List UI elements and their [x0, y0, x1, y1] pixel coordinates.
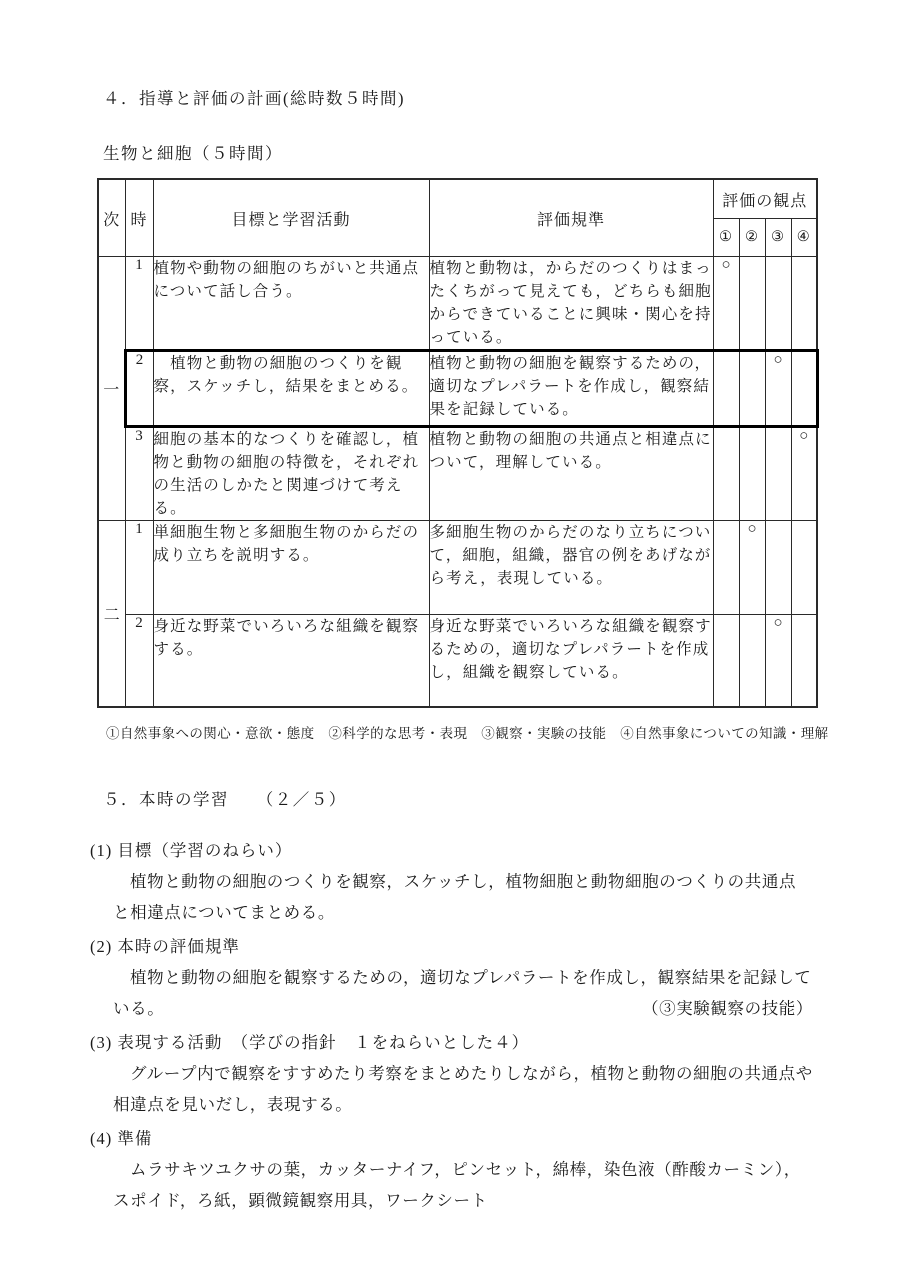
hour-cell: 2	[125, 615, 153, 707]
item-body: グループ内で観察をすすめたり考察をまとめたりしながら，植物と動物の細胞の共通点や相違点を見いだし，表現する。	[113, 1063, 813, 1114]
hour-cell: 1	[125, 257, 153, 351]
viewpoint-2: ②	[739, 219, 765, 257]
mark-cell-2: ○	[739, 521, 765, 615]
table-row	[98, 521, 817, 615]
criteria-cell: 多細胞生物のからだのなり立ちについて，細胞，組織，器官の例をあげながら考え，表現している。	[429, 521, 713, 615]
mark-cell-3	[765, 521, 791, 615]
viewpoint-4: ④	[791, 219, 817, 257]
goal-cell: 身近な野菜でいろいろな組織を観察する。	[153, 615, 429, 707]
evaluation-plan-table	[97, 178, 819, 708]
goal-cell: 植物や動物の細胞のちがいと共通点について話し合う。	[153, 257, 429, 351]
item-heading: (4) 準備	[90, 1128, 153, 1148]
mark-cell-2	[739, 257, 765, 351]
section5-item	[90, 835, 830, 928]
mark-cell-1	[713, 521, 739, 615]
goal-cell: 植物と動物の細胞のつくりを観察，スケッチし，結果をまとめる。	[153, 351, 429, 427]
mark-cell-3	[765, 427, 791, 521]
mark-cell-1	[713, 615, 739, 707]
criteria-cell: 植物と動物の細胞の共通点と相違点について，理解している。	[429, 427, 713, 521]
mark-cell-2	[739, 427, 765, 521]
header-criteria: 評価規準	[429, 179, 713, 257]
section5-item	[90, 1027, 830, 1120]
criteria-cell: 植物と動物は，からだのつくりはまったくちがって見えても，どちらも細胞からできていることに興味・関心を持っている。	[429, 257, 713, 351]
hour-cell: 3	[125, 427, 153, 521]
item-body: 植物と動物の細胞のつくりを観察，スケッチし，植物細胞と動物細胞のつくりの共通点と相違点についてまとめる。	[113, 871, 797, 922]
mark-cell-3	[765, 257, 791, 351]
criteria-cell: 身近な野菜でいろいろな組織を観察するための，適切なプレパラートを作成し，組織を観察している。	[429, 615, 713, 707]
mark-cell-4	[791, 521, 817, 615]
item-heading: (3) 表現する活動 （学びの指針 １をねらいとした４）	[90, 1032, 530, 1052]
mark-cell-3: ○	[765, 351, 791, 427]
mark-cell-4	[791, 257, 817, 351]
header-goals: 目標と学習活動	[153, 179, 429, 257]
table-header-row	[98, 179, 817, 219]
table-row	[98, 257, 817, 351]
mark-cell-4: ○	[791, 427, 817, 521]
unit-title: 生物と細胞（５時間）	[103, 144, 283, 163]
item-note: （③実験観察の技能）	[642, 998, 813, 1018]
header-toki: 時	[125, 179, 153, 257]
criteria-cell: 植物と動物の細胞を観察するための，適切なプレパラートを作成し，観察結果を記録している。	[429, 351, 713, 427]
mark-cell-4	[791, 351, 817, 427]
mark-cell-4	[791, 615, 817, 707]
goal-cell: 細胞の基本的なつくりを確認し，植物と動物の細胞の特徴を，それぞれの生活のしかたと関連づけて考える。	[153, 427, 429, 521]
mark-cell-1: ○	[713, 257, 739, 351]
hour-cell: 2	[125, 351, 153, 427]
section5-item	[90, 931, 830, 1024]
mark-cell-1	[713, 351, 739, 427]
item-body: ムラサキツユクサの葉，カッターナイフ，ピンセット，綿棒，染色液（酢酸カーミン），スポイド，ろ紙，顕微鏡観察用具，ワークシート	[113, 1159, 801, 1210]
item-heading: (2) 本時の評価規準	[90, 936, 240, 956]
section-label: 二	[98, 521, 125, 707]
mark-cell-1	[713, 427, 739, 521]
goal-cell: 単細胞生物と多細胞生物のからだの成り立ちを説明する。	[153, 521, 429, 615]
item-heading: (1) 目標（学習のねらい）	[90, 840, 293, 860]
mark-cell-3: ○	[765, 615, 791, 707]
header-tsugi: 次	[98, 179, 125, 257]
viewpoint-legend: ①自然事象への関心・意欲・態度 ②科学的な思考・表現 ③観察・実験の技能 ④自然事象についての知識・理解	[106, 725, 829, 741]
mark-cell-2	[739, 351, 765, 427]
table-row	[98, 615, 817, 707]
viewpoint-1: ①	[713, 219, 739, 257]
header-viewpoints: 評価の観点	[713, 179, 817, 219]
mark-cell-2	[739, 615, 765, 707]
section-label: 一	[98, 257, 125, 521]
section5-title: ５．本時の学習 （２／５）	[103, 789, 347, 809]
section5-items	[90, 835, 830, 1216]
section5-item	[90, 1123, 830, 1216]
viewpoint-3: ③	[765, 219, 791, 257]
item-body: 植物と動物の細胞を観察するための，適切なプレパラートを作成し，観察結果を記録している。	[113, 967, 812, 1018]
page-title: ４．指導と評価の計画(総時数５時間)	[103, 89, 405, 108]
table-row	[98, 427, 817, 521]
table-row	[98, 351, 817, 427]
hour-cell: 1	[125, 521, 153, 615]
